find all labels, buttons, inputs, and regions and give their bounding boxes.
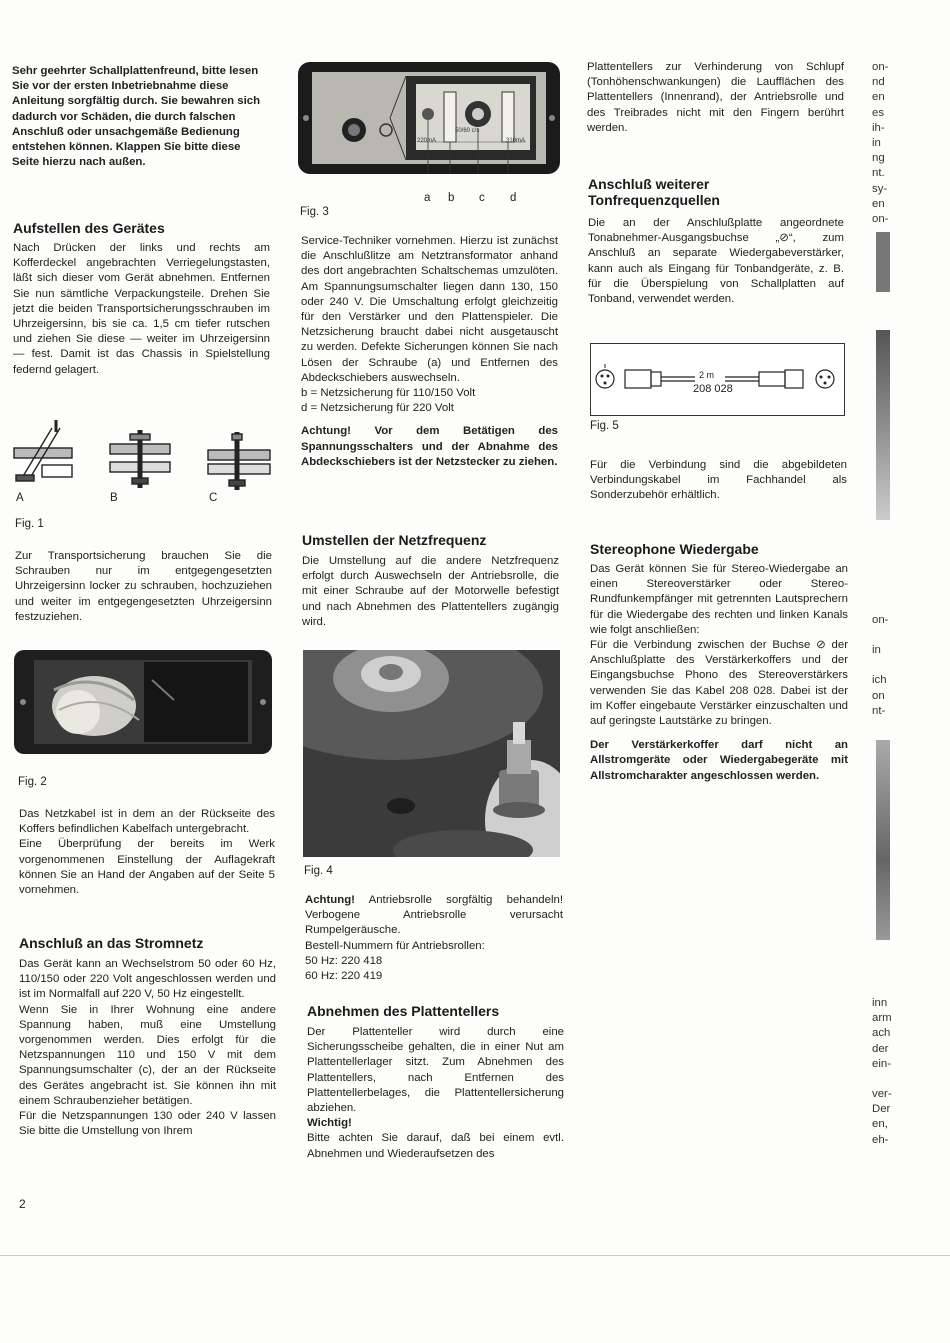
edge-photo-strip-2: [876, 330, 890, 520]
fig5-caption: Fig. 5: [590, 420, 619, 432]
edge-frag: ich: [872, 674, 887, 687]
cable-drawing: [591, 344, 844, 415]
heading-stereo: Stereophone Wiedergabe: [590, 541, 759, 557]
heading-aufstellen: Aufstellen des Gerätes: [13, 220, 165, 236]
ueberpruefung-text: Eine Überprüfung der bereits im Werk vorgenommenen Einstellung der Auflagekraft können Sie an Hand der Angaben auf der Seite 5 vornehmen.: [19, 838, 275, 897]
edge-frag: [872, 628, 908, 643]
netzfrequenz-block: [302, 554, 559, 630]
fig1-caption: Fig. 1: [15, 518, 44, 530]
netzkabel-block: [19, 807, 275, 898]
antriebsrolle-block: [305, 893, 563, 984]
edge-photo-strip-3: [876, 740, 890, 940]
col3-top-block: [587, 60, 844, 136]
fig3-panel-right-label: 310mA: [506, 138, 526, 144]
edge-frag: en: [872, 91, 885, 104]
heading-abnehmen: Abnehmen des Plattentellers: [307, 1003, 500, 1019]
achtung-netz-warning: Achtung! Vor dem Betätigen des Spannungsschalters und der Abnahme des Abdeckschiebers ist der Netzstecker zu ziehen.: [301, 425, 558, 468]
fig4-drive-roller-photo: [303, 650, 560, 857]
edge-frag: en: [872, 197, 885, 210]
fig3-label-c: c: [479, 192, 485, 204]
wichtig-text: Bitte achten Sie darauf, daß bei einem evtl. Abnehmen und Wiederaufsetzen des: [307, 1132, 564, 1160]
netzkabel-text: Das Netzkabel ist in dem an der Rückseite des Koffers befindlichen Kabelfach untergebracht.: [19, 808, 275, 836]
fig2-cable-compartment-photo: [14, 650, 272, 754]
edge-photo-strip-1: [876, 232, 890, 292]
intro-text: Sehr geehrter Schallplattenfreund, bitte lesen Sie vor der ersten Inbetriebnahme diese Anleitung sorgfältig durch. Sie bewahren sich dadurch vor Schäden, die durch falschen Anschluß oder unsachgemäße Bedienung entstehen können. Klappen Sie bitte diese Seite hierzu nach außen.: [12, 65, 261, 169]
edge-frag: ng: [872, 152, 885, 165]
tonfrequenz-text: Die an der Anschlußplatte angeordnete Tonabnehmer-Ausgangsbuchse „⊘“, zum Anschluß an separate Wiedergabeverstärker, kann auch als Eingang für Tonbandgeräte, z. B. für die Überspielung von Schallplatten auf Tonband, verwendet werden.: [588, 217, 844, 306]
edge-frag: ach: [872, 1027, 891, 1040]
fig3-label-a: a: [424, 192, 431, 204]
stereo-text: Das Gerät können Sie für Stereo-Wiedergabe an einen Stereoverstärker oder Stereo-Rundfunkempfänger mit getrennten Lautsprechern für die Wiedergabe des rechten und linken Kanals wie folgt anschließen:: [590, 563, 848, 636]
service-text: Service-Techniker vornehmen. Hierzu ist zunächst die Anschlußlitze am Netztransformator anhand des dort angebrachten Schaltschemas umzulöten. Am Spannungsumschalter liegen dann 130, 150 oder 240 V. Die Umschaltung erfolgt gleichzeitig für den Verstärker und den Plattenspieler. Die Netzsicherung braucht dabei nicht ausgetauscht zu werden. Defekte Sicherungen können Sie nach Lösen der Schraube (a) und Entfernen des Abdeckschiebers auswechseln.: [301, 235, 558, 384]
heading-netzfrequenz: Umstellen der Netzfrequenz: [302, 532, 487, 548]
abnehmen-text: Der Plattenteller wird durch eine Sicherungsscheibe gehalten, die in einer Nut am Plattentellerlager sitzt. Zum Abnehmen des Plattentellers, nach Entfernen des Plattentellerbelages, die Plattentellersicherung abziehen.: [307, 1026, 564, 1115]
screw-a-drawing: [14, 420, 72, 481]
edge-frag: ein-: [872, 1057, 891, 1070]
edge-frag: Der: [872, 1103, 891, 1116]
bestell-50hz: 50 Hz: 220 418: [305, 954, 383, 967]
edge-frag: nt.: [872, 167, 885, 180]
fig3-label-b: b: [448, 192, 455, 204]
edge-fragments-1: [872, 60, 908, 227]
fig3-panel-left-label: 220mA: [417, 138, 437, 144]
abnehmen-block: [307, 1025, 564, 1162]
col3-top-text: Plattentellers zur Verhinderung von Schlupf (Tonhöhenschwankungen) die Laufflächen des Plattentellers (Innenrand), der Antriebsrolle und des Treibrades nicht mit den Fingern berührt werden.: [587, 61, 844, 134]
tonfrequenz-block: [588, 216, 844, 307]
edge-frag: nd: [872, 76, 885, 89]
stromnetz-block: [19, 957, 276, 1139]
kabel-block: [590, 458, 847, 504]
page-fold-line: [0, 1255, 950, 1256]
edge-frag: [872, 658, 908, 673]
edge-frag: in: [872, 644, 881, 657]
edge-frag: ih-: [872, 121, 885, 134]
stereo-block: [590, 562, 848, 784]
edge-frag: ver-: [872, 1088, 892, 1101]
fuse-b-text: b = Netzsicherung für 110/150 Volt: [301, 387, 476, 400]
achtung-rolle-label: Achtung!: [305, 894, 355, 906]
achtung-rolle-text: Antriebsrolle sorgfältig behandeln! Verbogene Antriebsrolle verursacht Rumpelgeräusche.: [305, 894, 563, 937]
fig3-caption: Fig. 3: [300, 206, 329, 218]
fig4-caption: Fig. 4: [304, 865, 333, 877]
edge-frag: on: [872, 689, 885, 702]
edge-fragments-2: [872, 613, 908, 719]
fig5-part-number: 208 028: [693, 383, 733, 395]
screw-b-drawing: [110, 430, 170, 488]
fig3-rear-panel-photo: [298, 62, 560, 174]
edge-frag: sy-: [872, 182, 888, 195]
fig3-panel-mid-label: 50/60 c/s: [455, 128, 480, 134]
wohnung-text: Wenn Sie in Ihrer Wohnung eine andere Spannung haben, muß eine Umstellung vorgenommen werden. Dies erfolgt für die Netzspannungen 110 und 150 V mit dem Spannungsumschalter (c), der an der Rückseite des Gerätes angebracht ist. Sie können ihn mit einem Schraubenzieher betätigen.: [19, 1003, 276, 1107]
fuse-d-text: d = Netzsicherung für 220 Volt: [301, 402, 454, 415]
fig5-cable-diagram: [590, 343, 845, 416]
fig1-label-b: B: [110, 492, 118, 504]
aufstellen-block: [13, 241, 270, 378]
edge-frag: es: [872, 106, 885, 119]
aufstellen-text: Nach Drücken der links und rechts am Kofferdeckel angebrachten Verriegelungstasten, läßt sich dieser vom Gerät abnehmen. Entfernen Sie nun sämtliche Verpackungsteile. Drehen Sie jetzt die beiden Transportsicherungsschrauben im Uhrzeigersinn, bis sie ca. 1,5 cm tiefer rutschen und ziehen Sie diese — weiter im Uhrzeigersinn — fest. Damit ist das Chassis in Spielstellung federnd gelagert.: [13, 242, 270, 376]
netzspannung-130-text: Für die Netzspannungen 130 oder 240 V lassen Sie bitte die Umstellung von Ihrem: [19, 1110, 276, 1138]
screw-c-drawing: [208, 432, 270, 490]
bestell-60hz: 60 Hz: 220 419: [305, 970, 383, 983]
fig5-length-label: 2 m: [699, 370, 715, 380]
heading-tonfrequenz: Anschluß weiterer Tonfrequenzquellen: [588, 176, 720, 208]
edge-frag: arm: [872, 1012, 892, 1025]
transport-text: Zur Transportsicherung brauchen Sie die Schrauben nur im entgegengesetzten Uhrzeigersinn locker zu schrauben, hochzuziehen und weiter im entgegengesetzten Uhrzeigersinn festzuziehen.: [15, 550, 272, 623]
column-1: [12, 64, 270, 170]
edge-frag: eh-: [872, 1133, 889, 1146]
edge-frag: der: [872, 1042, 889, 1055]
edge-frag: on-: [872, 213, 889, 226]
wichtig-label: Wichtig!: [307, 1117, 352, 1130]
edge-frag: on-: [872, 61, 889, 73]
bestell-text: Bestell-Nummern für Antriebsrollen:: [305, 939, 485, 952]
edge-fragments-3: [872, 996, 908, 1148]
edge-frag: nt-: [872, 704, 886, 717]
kabel-text: Für die Verbindung sind die abgebildeten Verbindungskabel im Fachhandel als Sonderzubehör erhältlich.: [590, 459, 847, 502]
allstrom-warning: Der Verstärkerkoffer darf nicht an Allstromgeräte oder Wiedergabegeräte mit Allstromcharakter angeschlossen werden.: [590, 739, 848, 782]
page-number: 2: [19, 1197, 26, 1211]
edge-frag: in: [872, 137, 881, 150]
edge-frag: [872, 1072, 908, 1087]
fig1-label-c: C: [209, 492, 218, 504]
netzfrequenz-text: Die Umstellung auf die andere Netzfrequenz erfolgt durch Auswechseln der Antriebsrolle, die mit einer Schraube auf der Motorwelle befestigt und nach Abnehmen des Plattentellers zugängig wird.: [302, 555, 559, 628]
achtung-rolle-paragraph: [305, 893, 563, 939]
heading-stromnetz: Anschluß an das Stromnetz: [19, 935, 204, 951]
stromnetz-text: Das Gerät kann an Wechselstrom 50 oder 60 Hz, 110/150 oder 220 Volt angeschlossen werden und ist im Normalfall auf 220 V, 50 Hz eingestellt.: [19, 958, 276, 1001]
edge-frag: inn: [872, 997, 888, 1009]
transport-block: [15, 549, 272, 625]
fig1-label-a: A: [16, 492, 24, 504]
fig1-illustration: [12, 420, 272, 510]
fig2-caption: Fig. 2: [18, 776, 47, 788]
service-block: [301, 234, 558, 470]
verbindung-text: Für die Verbindung zwischen der Buchse ⊘ der Anschlußplatte des Verstärkerkoffers und der Eingangsbuchse Phono des Stereoverstärkers verwenden Sie das Kabel 208 028. Dabei ist der im Koffer eingebaute Verstärker einzuschalten und auf geringste Lautstärke zu bringen.: [590, 639, 848, 728]
fig3-label-d: d: [510, 192, 517, 204]
edge-frag: on-: [872, 614, 889, 626]
edge-frag: en,: [872, 1118, 888, 1131]
